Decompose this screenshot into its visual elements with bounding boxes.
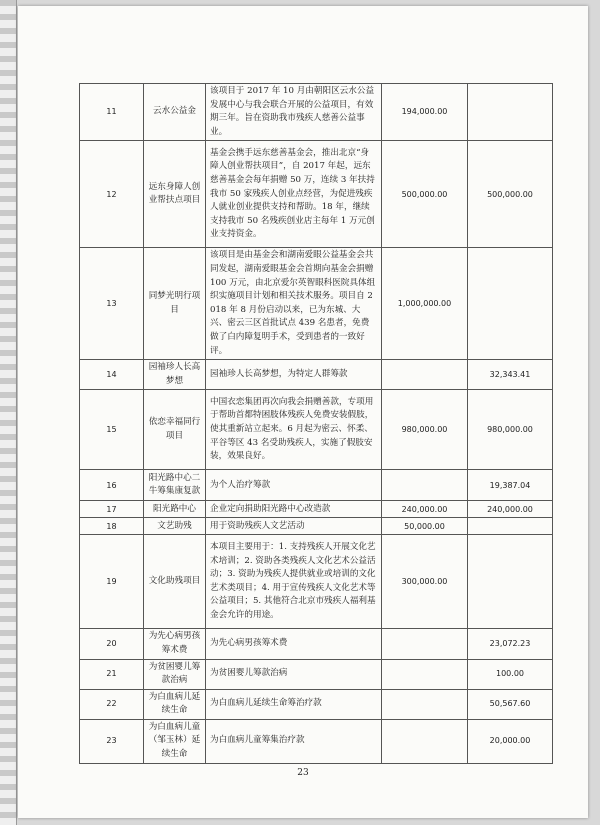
amount-received bbox=[382, 629, 468, 659]
project-description: 基金会携手远东慈善基金会，推出北京“身障人创业帮扶项目”，自 2017 年起，远东慈善基金会每年捐赠 50 万，连续 3 年扶持我市 50 家残疾人创业点经营，为促进残疾人就业创业提供支持和帮助。18 年，继续支持我市 50 名残疾创业店主每年 1 万元创业支持资金。 bbox=[206, 141, 382, 248]
row-number: 13 bbox=[80, 248, 144, 360]
amount-received: 500,000.00 bbox=[382, 141, 468, 248]
row-number: 19 bbox=[80, 535, 144, 629]
project-description: 为先心病男孩筹术费 bbox=[206, 629, 382, 659]
table-row bbox=[80, 248, 553, 360]
project-description: 该项目于 2017 年 10 月由朝阳区云水公益发展中心与我会联合开展的公益项目，有效期三年。旨在资助我市残疾人慈善公益事业。 bbox=[206, 84, 382, 141]
amount-received bbox=[382, 689, 468, 719]
amount-received: 240,000.00 bbox=[382, 501, 468, 518]
project-description: 园袖珍人长高梦想，为特定人群筹款 bbox=[206, 360, 382, 390]
amount-spent: 50,567.60 bbox=[468, 689, 553, 719]
row-number: 18 bbox=[80, 518, 144, 535]
document-page bbox=[18, 6, 588, 818]
project-name: 阳光路中心二牛筹集康复款 bbox=[144, 470, 206, 501]
project-name: 依恋幸福同行项目 bbox=[144, 390, 206, 470]
project-description: 为白血病儿童筹集治疗款 bbox=[206, 719, 382, 763]
amount-spent: 500,000.00 bbox=[468, 141, 553, 248]
amount-received: 300,000.00 bbox=[382, 535, 468, 629]
amount-received: 1,000,000.00 bbox=[382, 248, 468, 360]
binding-edge bbox=[0, 0, 17, 825]
amount-received: 980,000.00 bbox=[382, 390, 468, 470]
amount-spent: 20,000.00 bbox=[468, 719, 553, 763]
project-description: 本项目主要用于：1. 支持残疾人开展文化艺术培训；2. 资助各类残疾人文化艺术公益活动；3. 资助为残疾人提供就业或培训的文化艺术类项目；4. 用于宣传残疾人文化艺术等公益项目；5. 其他符合北京市残疾人福利基金会允许的用途。 bbox=[206, 535, 382, 629]
table-row bbox=[80, 659, 553, 689]
table-row bbox=[80, 84, 553, 141]
amount-spent: 19,387.04 bbox=[468, 470, 553, 501]
project-name: 为白血病儿延续生命 bbox=[144, 689, 206, 719]
amount-spent: 100.00 bbox=[468, 659, 553, 689]
amount-spent bbox=[468, 535, 553, 629]
row-number: 12 bbox=[80, 141, 144, 248]
amount-spent: 980,000.00 bbox=[468, 390, 553, 470]
project-name: 为贫困婴儿筹款治病 bbox=[144, 659, 206, 689]
table-row bbox=[80, 390, 553, 470]
table-row bbox=[80, 360, 553, 390]
project-description: 为个人治疗筹款 bbox=[206, 470, 382, 501]
table-row bbox=[80, 141, 553, 248]
amount-received bbox=[382, 719, 468, 763]
row-number: 17 bbox=[80, 501, 144, 518]
funds-table bbox=[79, 83, 553, 764]
project-description: 中国衣恋集团再次向我会捐赠善款，专项用于帮助首都特困肢体残疾人免费安装假肢，使其重新站立起来。6 月起为密云、怀柔、平谷等区 43 名受助残疾人，实施了假肢安装，效果良好。 bbox=[206, 390, 382, 470]
amount-received bbox=[382, 360, 468, 390]
table-row bbox=[80, 719, 553, 763]
amount-received: 50,000.00 bbox=[382, 518, 468, 535]
amount-spent bbox=[468, 248, 553, 360]
row-number: 20 bbox=[80, 629, 144, 659]
project-description: 企业定向捐助阳光路中心改造款 bbox=[206, 501, 382, 518]
project-description: 为白血病儿延续生命筹治疗款 bbox=[206, 689, 382, 719]
project-name: 阳光路中心 bbox=[144, 501, 206, 518]
project-name: 文艺助残 bbox=[144, 518, 206, 535]
table-row bbox=[80, 518, 553, 535]
project-description: 为贫困婴儿筹款治病 bbox=[206, 659, 382, 689]
row-number: 22 bbox=[80, 689, 144, 719]
amount-received bbox=[382, 470, 468, 501]
amount-received: 194,000.00 bbox=[382, 84, 468, 141]
page-number: 23 bbox=[297, 768, 309, 778]
project-name: 远东身障人创业帮扶点项目 bbox=[144, 141, 206, 248]
project-name: 为先心病男孩筹术费 bbox=[144, 629, 206, 659]
project-description: 该项目是由基金会和湖南爱眼公益基金会共同发起，湖南爱眼基金会首期向基金会捐赠 100 万元，由北京爱尔英智眼科医院具体组织实施项目计划和相关技术服务。项目自 2018 年 8 月份启动以来，已为东城、大兴、密云三区首批试点 439 名患者，免费做了白内障复明手术，受到患者的一致好评。 bbox=[206, 248, 382, 360]
table-row bbox=[80, 501, 553, 518]
amount-received bbox=[382, 659, 468, 689]
project-name: 同梦光明行项目 bbox=[144, 248, 206, 360]
amount-spent bbox=[468, 518, 553, 535]
project-name: 为白血病儿童（邹玉林）延续生命 bbox=[144, 719, 206, 763]
row-number: 21 bbox=[80, 659, 144, 689]
table-row bbox=[80, 470, 553, 501]
row-number: 23 bbox=[80, 719, 144, 763]
amount-spent: 23,072.23 bbox=[468, 629, 553, 659]
amount-spent: 240,000.00 bbox=[468, 501, 553, 518]
row-number: 14 bbox=[80, 360, 144, 390]
table-row bbox=[80, 689, 553, 719]
project-name: 云水公益金 bbox=[144, 84, 206, 141]
row-number: 16 bbox=[80, 470, 144, 501]
amount-spent bbox=[468, 84, 553, 141]
project-name: 文化助残项目 bbox=[144, 535, 206, 629]
row-number: 15 bbox=[80, 390, 144, 470]
amount-spent: 32,343.41 bbox=[468, 360, 553, 390]
project-name: 园袖珍人长高梦想 bbox=[144, 360, 206, 390]
table-row bbox=[80, 535, 553, 629]
table-row bbox=[80, 629, 553, 659]
project-description: 用于资助残疾人文艺活动 bbox=[206, 518, 382, 535]
row-number: 11 bbox=[80, 84, 144, 141]
